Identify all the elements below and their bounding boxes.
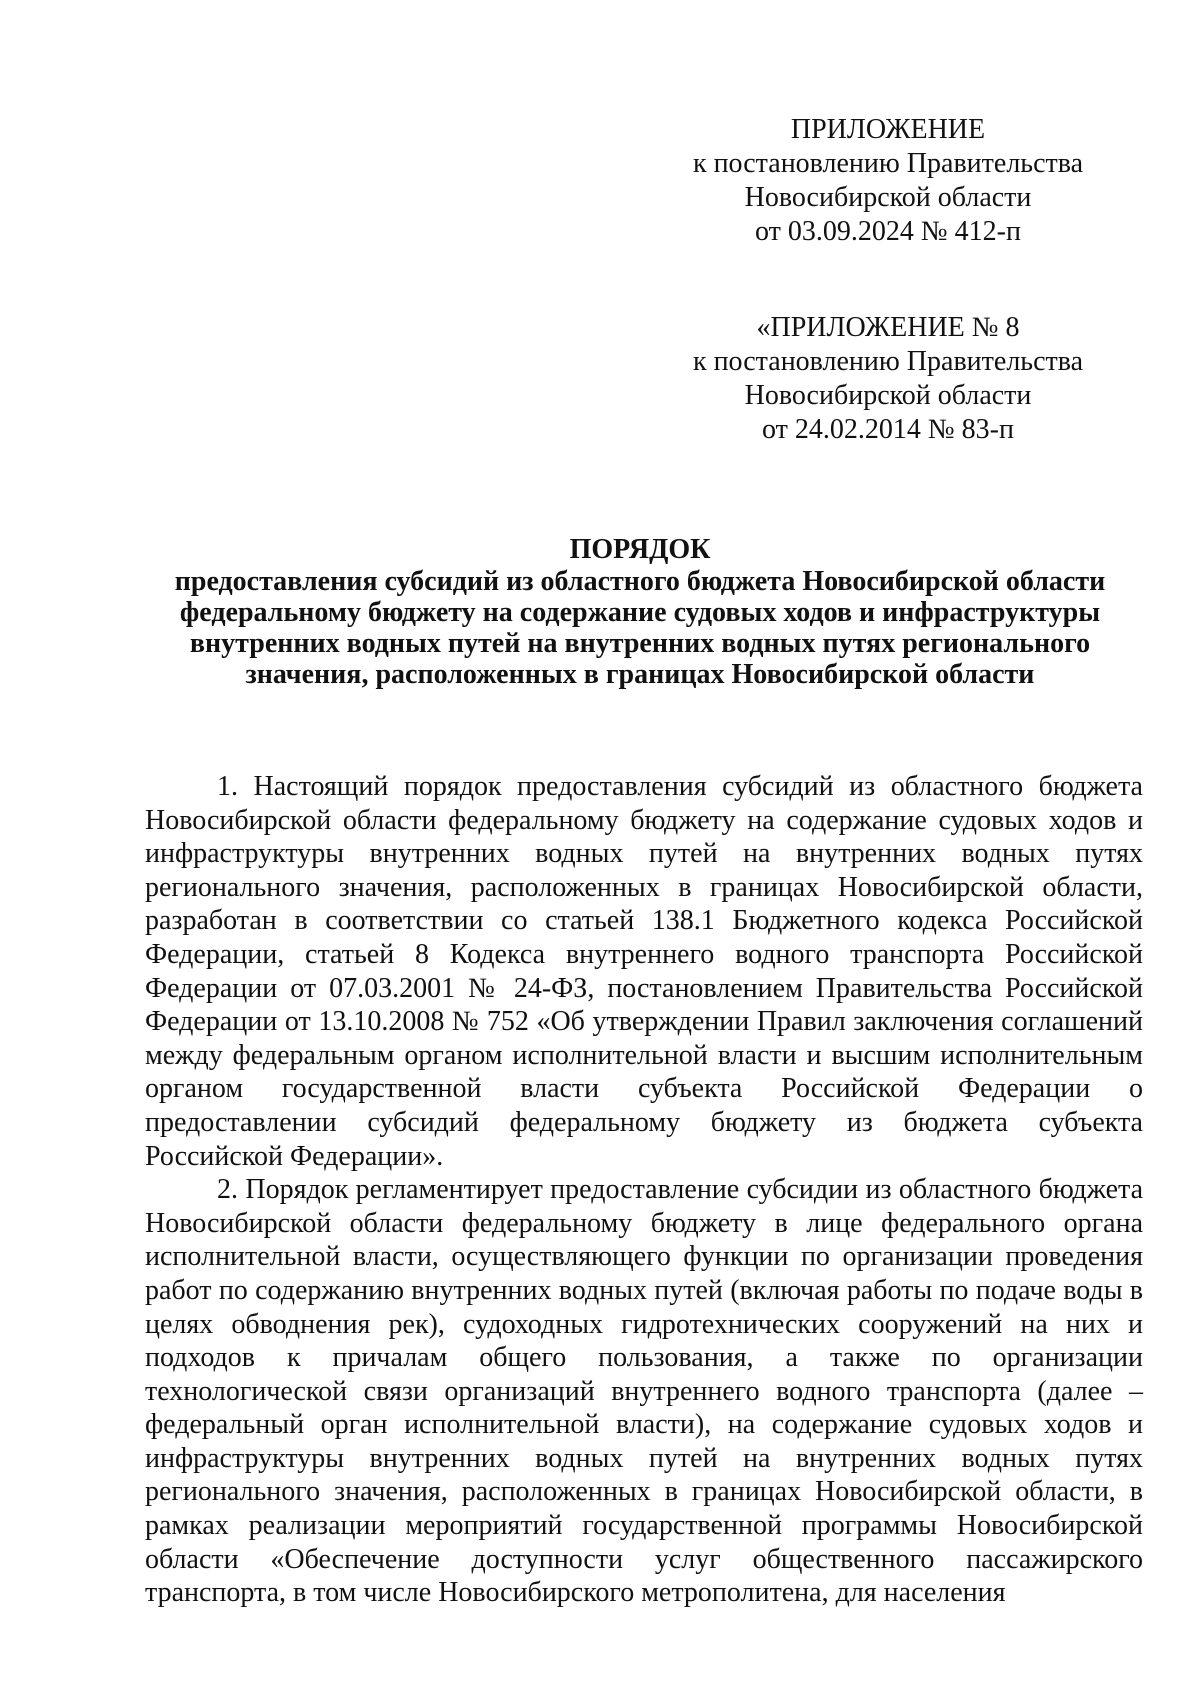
document-title-block — [145, 534, 1135, 690]
appendix-title: «ПРИЛОЖЕНИЕ № 8 — [756, 312, 1020, 343]
paragraph-2: 2. Порядок регламентирует предоставление субсидии из областного бюджета Новосибирской области федеральному бюджету в лице федерального органа исполнительной власти, осуществляющего функции по организации проведения работ по содержанию внутренних водных путей (включая работы по подаче воды в целях обводнения рек), судоходных гидротехнических сооружений на них и подходов к причалам общего пользования, а также по организации технологической связи организаций внутреннего водного транспорта (далее – федеральный орган исполнительной власти), на содержание судовых ходов и инфраструктуры внутренних водных путей на внутренних водных путях регионального значения, расположенных в границах Новосибирской области, в рамках реализации мероприятий государственной программы Новосибирской области «Обеспечение доступности услуг общественного пассажирского транспорта, в том числе Новосибирского метрополитена, для населения — [145, 1174, 1143, 1609]
appendix-header-original — [628, 311, 1148, 447]
appendix-header — [628, 113, 1148, 249]
document-title: ПОРЯДОК — [569, 534, 711, 565]
appendix-reference: к постановлению Правительства — [692, 346, 1084, 377]
appendix-region: Новосибирской области — [744, 380, 1032, 411]
appendix-reference: к постановлению Правительства — [692, 148, 1084, 179]
appendix-region: Новосибирской области — [744, 182, 1032, 213]
appendix-date-number: от 03.09.2024 № 412-п — [755, 216, 1021, 247]
document-subtitle: предоставления субсидий из областного бюджета Новосибирской области федеральному бюджету на содержание судовых ходов и инфраструктуры внутренних водных путей на внутренних водных путях регионального значения, расположенных в границах Новосибирской области — [174, 566, 1106, 690]
document-body — [145, 770, 1143, 1610]
appendix-date-number: от 24.02.2014 № 83-п — [762, 414, 1014, 445]
appendix-title: ПРИЛОЖЕНИЕ — [790, 114, 986, 145]
paragraph-1: 1. Настоящий порядок предоставления субсидий из областного бюджета Новосибирской области федеральному бюджету на содержание судовых ходов и инфраструктуры внутренних водных путей на внутренних водных путях регионального значения, расположенных в границах Новосибирской области, разработан в соответствии со статьей 138.1 Бюджетного кодекса Российской Федерации, статьей 8 Кодекса внутреннего водного транспорта Российской Федерации от 07.03.2001 № 24-ФЗ, постановлением Правительства Российской Федерации от 13.10.2008 № 752 «Об утверждении Правил заключения соглашений между федеральным органом исполнительной власти и высшим исполнительным органом государственной власти субъекта Российской Федерации о предоставлении субсидий федеральному бюджету из бюджета субъекта Российской Федерации». — [145, 771, 1143, 1172]
